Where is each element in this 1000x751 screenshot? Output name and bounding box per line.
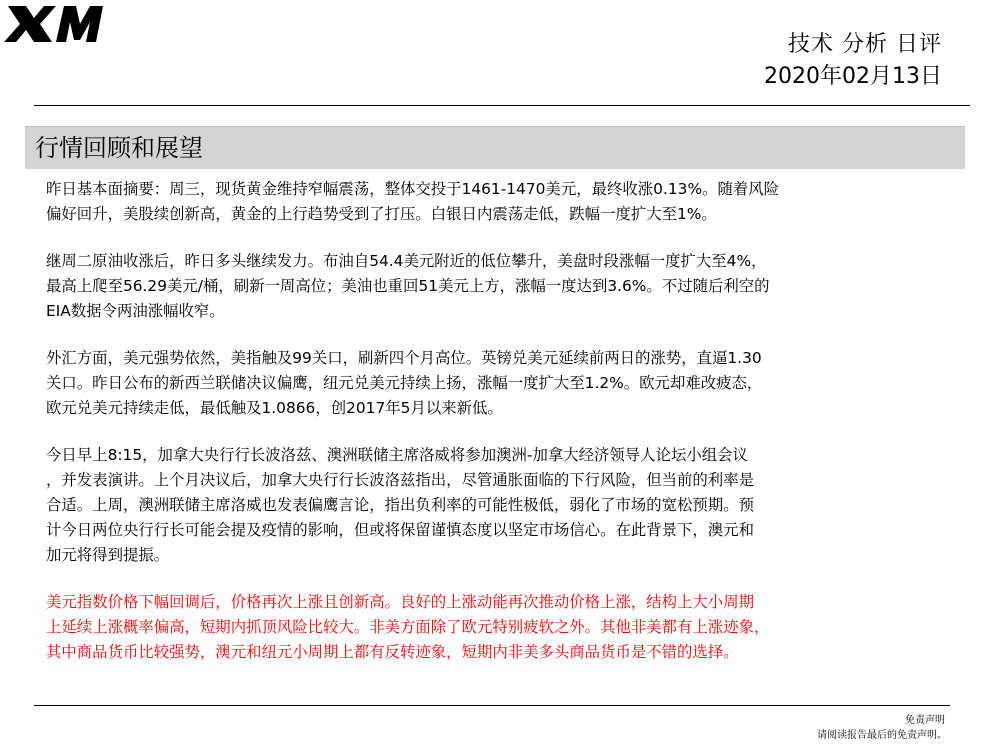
xm-logo xyxy=(4,0,104,44)
disclaimer-title: 免责声明 xyxy=(905,715,945,726)
footer-divider xyxy=(34,705,950,706)
report-body xyxy=(46,177,956,687)
report-title: 技术 分析 日评 xyxy=(788,32,942,57)
section-header-bar xyxy=(25,126,965,169)
section-title: 行情回顾和展望 xyxy=(35,134,203,162)
header-divider xyxy=(34,105,970,106)
report-date: 2020年02月13日 xyxy=(764,64,942,89)
report-header xyxy=(764,28,942,92)
paragraph-central-banks: 今日早上8:15，加拿大央行行长波洛兹、澳洲联储主席洛威将参加澳洲-加拿大经济领导人论坛小组会议 ，并发表演讲。上个月决议后，加拿大央行行长波洛兹指出，尽管通胀面临的下行风险，但当前的利率是 合适。上周，澳洲联储主席洛威也发表偏鹰言论，指出负利率的可能性极低，弱化了市场的宽松预期。预 计今日两位央行行长可能会提及疫情的影响，但或将保留谨慎态度以坚定市场信心。在此背景下，澳元和 加元将得到提振。 xyxy=(46,446,754,564)
disclaimer-text: 请阅读报告最后的免责声明。 xyxy=(817,730,947,741)
paragraph-fundamentals: 昨日基本面摘要：周三，现货黄金维持窄幅震荡，整体交投于1461-1470美元，最终收涨0.13%。随着风险 偏好回升，美股续创新高，黄金的上行趋势受到了打压。白银日内震荡走低，跌幅一度扩大至1%。 xyxy=(46,180,780,223)
paragraph-oil: 继周二原油收涨后，昨日多头继续发力。布油自54.4美元附近的低位攀升，美盘时段涨幅一度扩大至4%， 最高上爬至56.29美元/桶，刷新一周高位；美油也重回51美元上方，涨幅一度达到3.6%。不过随后利空的 EIA数据令两油涨幅收窄。 xyxy=(46,252,770,320)
paragraph-outlook-highlight: 美元指数价格下幅回调后，价格再次上涨且创新高。良好的上涨动能再次推动价格上涨，结构上大小周期 上延续上涨概率偏高，短期内抓顶风险比较大。非美方面除了欧元特别疲软之外。其他非美都有上涨迹象， 其中商品货币比较强势，澳元和纽元小周期上都有反转迹象，短期内非美多头商品货币是不错的选择。 xyxy=(46,593,770,661)
disclaimer xyxy=(815,713,945,743)
paragraph-forex: 外汇方面，美元强势依然，美指触及99关口，刷新四个月高位。英镑兑美元延续前两日的涨势，直逼1.30 关口。昨日公布的新西兰联储决议偏鹰，纽元兑美元持续上扬，涨幅一度扩大至1.2%。欧元却难改疲态， 欧元兑美元持续走低，最低触及1.0866，创2017年5月以来新低。 xyxy=(46,349,763,417)
